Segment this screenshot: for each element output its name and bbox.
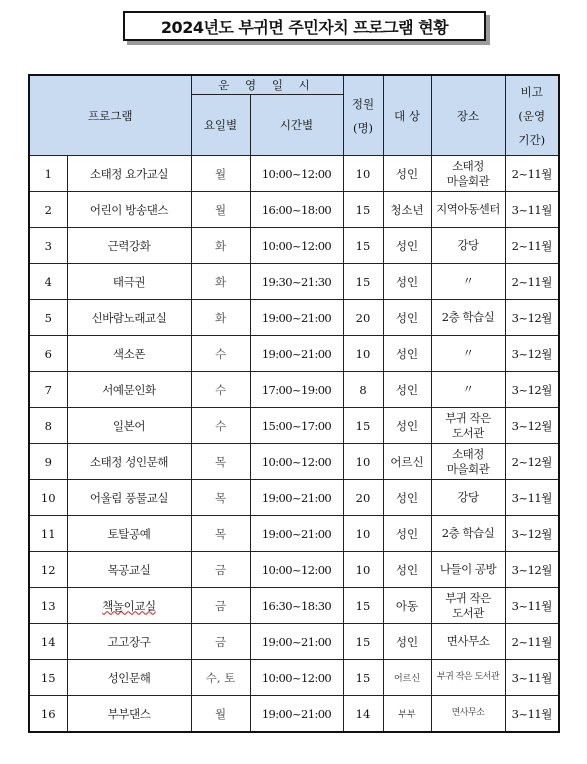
header-day: 요일별 [191, 95, 250, 156]
place-cell: 강당 [431, 480, 505, 516]
time-cell: 19:30~21:30 [250, 264, 343, 300]
day-cell: 수, 토 [191, 660, 250, 696]
time-cell: 15:00~17:00 [250, 408, 343, 444]
program-name-cell: 토탈공예 [67, 516, 191, 552]
table-row [29, 696, 559, 733]
table-row [29, 372, 559, 408]
row-number-cell: 8 [29, 408, 67, 444]
capacity-cell: 10 [343, 156, 383, 192]
capacity-cell: 15 [343, 228, 383, 264]
target-cell: 성인 [383, 372, 431, 408]
capacity-cell: 15 [343, 660, 383, 696]
table-row [29, 516, 559, 552]
header-program: 프로그램 [29, 75, 191, 156]
time-cell: 10:00~12:00 [250, 660, 343, 696]
header-capacity-text: 정원 (명) [351, 96, 375, 135]
place-cell: 면사무소 [431, 696, 505, 733]
note-cell: 2~11월 [505, 156, 559, 192]
target-cell: 성인 [383, 480, 431, 516]
day-cell: 화 [191, 264, 250, 300]
table-row [29, 480, 559, 516]
row-number-cell: 7 [29, 372, 67, 408]
row-number-cell: 1 [29, 156, 67, 192]
program-name-cell: 서예문인화 [67, 372, 191, 408]
target-cell: 성인 [383, 300, 431, 336]
program-name-cell: 소태정 성인문해 [67, 444, 191, 480]
time-cell: 10:00~12:00 [250, 444, 343, 480]
day-cell: 수 [191, 408, 250, 444]
program-name-cell: 소태정 요가교실 [67, 156, 191, 192]
capacity-cell: 10 [343, 444, 383, 480]
capacity-cell: 10 [343, 552, 383, 588]
time-cell: 16:30~18:30 [250, 588, 343, 624]
row-number-cell: 5 [29, 300, 67, 336]
title-banner [123, 11, 490, 45]
row-number-cell: 13 [29, 588, 67, 624]
program-table [28, 74, 560, 733]
place-cell: 〃 [431, 336, 505, 372]
table-row [29, 192, 559, 228]
table-row [29, 408, 559, 444]
table-row [29, 156, 559, 192]
table-row [29, 552, 559, 588]
time-cell: 19:00~21:00 [250, 516, 343, 552]
day-cell: 화 [191, 300, 250, 336]
target-cell: 성인 [383, 228, 431, 264]
target-cell: 부부 [383, 696, 431, 733]
page-title: 2024년도 부귀면 주민자치 프로그램 현황 [123, 11, 486, 41]
target-cell: 성인 [383, 408, 431, 444]
target-cell: 성인 [383, 624, 431, 660]
row-number-cell: 16 [29, 696, 67, 733]
time-cell: 19:00~21:00 [250, 624, 343, 660]
table-row [29, 444, 559, 480]
note-cell: 2~11월 [505, 624, 559, 660]
program-name-cell: 어린이 방송댄스 [67, 192, 191, 228]
time-cell: 10:00~12:00 [250, 228, 343, 264]
time-cell: 19:00~21:00 [250, 300, 343, 336]
program-name-cell: 고고장구 [67, 624, 191, 660]
target-cell: 아동 [383, 588, 431, 624]
day-cell: 목 [191, 480, 250, 516]
note-cell: 2~12월 [505, 444, 559, 480]
capacity-cell: 15 [343, 192, 383, 228]
place-cell: 소태정 마을회관 [431, 444, 505, 480]
note-cell: 3~12월 [505, 300, 559, 336]
capacity-cell: 20 [343, 300, 383, 336]
note-cell: 3~11월 [505, 480, 559, 516]
header-place: 장소 [431, 75, 505, 156]
table-row [29, 228, 559, 264]
row-number-cell: 9 [29, 444, 67, 480]
program-name-cell: 책놀이교실 [67, 588, 191, 624]
program-name-cell: 신바람노래교실 [67, 300, 191, 336]
note-cell: 3~11월 [505, 696, 559, 733]
place-cell: 지역아동센터 [431, 192, 505, 228]
table-row [29, 300, 559, 336]
note-cell: 3~12월 [505, 336, 559, 372]
time-cell: 10:00~12:00 [250, 552, 343, 588]
row-number-cell: 12 [29, 552, 67, 588]
capacity-cell: 8 [343, 372, 383, 408]
table-row [29, 624, 559, 660]
table-row [29, 264, 559, 300]
day-cell: 월 [191, 192, 250, 228]
row-number-cell: 10 [29, 480, 67, 516]
note-cell: 3~11월 [505, 660, 559, 696]
table-row [29, 336, 559, 372]
day-cell: 화 [191, 228, 250, 264]
time-cell: 19:00~21:00 [250, 480, 343, 516]
place-cell: 소태정 마을회관 [431, 156, 505, 192]
table-row [29, 588, 559, 624]
place-cell: 〃 [431, 372, 505, 408]
time-cell: 19:00~21:00 [250, 336, 343, 372]
capacity-cell: 10 [343, 336, 383, 372]
table-row [29, 660, 559, 696]
place-cell: 면사무소 [431, 624, 505, 660]
place-cell: 2층 학습실 [431, 516, 505, 552]
capacity-cell: 15 [343, 624, 383, 660]
capacity-cell: 14 [343, 696, 383, 733]
note-cell: 2~11월 [505, 264, 559, 300]
capacity-cell: 15 [343, 588, 383, 624]
capacity-cell: 20 [343, 480, 383, 516]
day-cell: 금 [191, 624, 250, 660]
time-cell: 10:00~12:00 [250, 156, 343, 192]
day-cell: 금 [191, 552, 250, 588]
day-cell: 월 [191, 156, 250, 192]
target-cell: 청소년 [383, 192, 431, 228]
note-cell: 3~12월 [505, 516, 559, 552]
row-number-cell: 14 [29, 624, 67, 660]
place-cell: 부귀 작은 도서관 [431, 660, 505, 696]
capacity-cell: 10 [343, 516, 383, 552]
place-cell: 〃 [431, 264, 505, 300]
program-name-cell: 근력강화 [67, 228, 191, 264]
header-time: 시간별 [250, 95, 343, 156]
day-cell: 목 [191, 516, 250, 552]
target-cell: 어르신 [383, 444, 431, 480]
program-name-cell: 목공교실 [67, 552, 191, 588]
header-capacity [343, 75, 383, 156]
row-number-cell: 2 [29, 192, 67, 228]
target-cell: 어르신 [383, 660, 431, 696]
note-cell: 2~11월 [505, 228, 559, 264]
note-cell: 3~11월 [505, 588, 559, 624]
day-cell: 월 [191, 696, 250, 733]
header-target: 대 상 [383, 75, 431, 156]
row-number-cell: 15 [29, 660, 67, 696]
row-number-cell: 6 [29, 336, 67, 372]
target-cell: 성인 [383, 552, 431, 588]
target-cell: 성인 [383, 516, 431, 552]
target-cell: 성인 [383, 156, 431, 192]
note-cell: 3~12월 [505, 552, 559, 588]
row-number-cell: 3 [29, 228, 67, 264]
program-name-cell: 태극권 [67, 264, 191, 300]
day-cell: 수 [191, 372, 250, 408]
place-cell: 부귀 작은 도서관 [431, 408, 505, 444]
program-name-cell: 성인문해 [67, 660, 191, 696]
program-name-cell: 부부댄스 [67, 696, 191, 733]
day-cell: 금 [191, 588, 250, 624]
note-cell: 3~11월 [505, 192, 559, 228]
target-cell: 성인 [383, 336, 431, 372]
time-cell: 16:00~18:00 [250, 192, 343, 228]
capacity-cell: 15 [343, 408, 383, 444]
row-number-cell: 4 [29, 264, 67, 300]
time-cell: 17:00~19:00 [250, 372, 343, 408]
note-cell: 3~12월 [505, 372, 559, 408]
day-cell: 수 [191, 336, 250, 372]
place-cell: 부귀 작은 도서관 [431, 588, 505, 624]
place-cell: 2층 학습실 [431, 300, 505, 336]
row-number-cell: 11 [29, 516, 67, 552]
target-cell: 성인 [383, 264, 431, 300]
time-cell: 19:00~21:00 [250, 696, 343, 733]
header-note-text: 비고 (운영 기간) [518, 84, 546, 147]
note-cell: 3~12월 [505, 408, 559, 444]
header-operation: 운 영 일 시 [191, 75, 343, 95]
capacity-cell: 15 [343, 264, 383, 300]
day-cell: 목 [191, 444, 250, 480]
program-name-cell: 일본어 [67, 408, 191, 444]
place-cell: 강당 [431, 228, 505, 264]
place-cell: 나들이 공방 [431, 552, 505, 588]
program-name-cell: 색소폰 [67, 336, 191, 372]
header-note [505, 75, 559, 156]
program-name-cell: 어울림 풍물교실 [67, 480, 191, 516]
